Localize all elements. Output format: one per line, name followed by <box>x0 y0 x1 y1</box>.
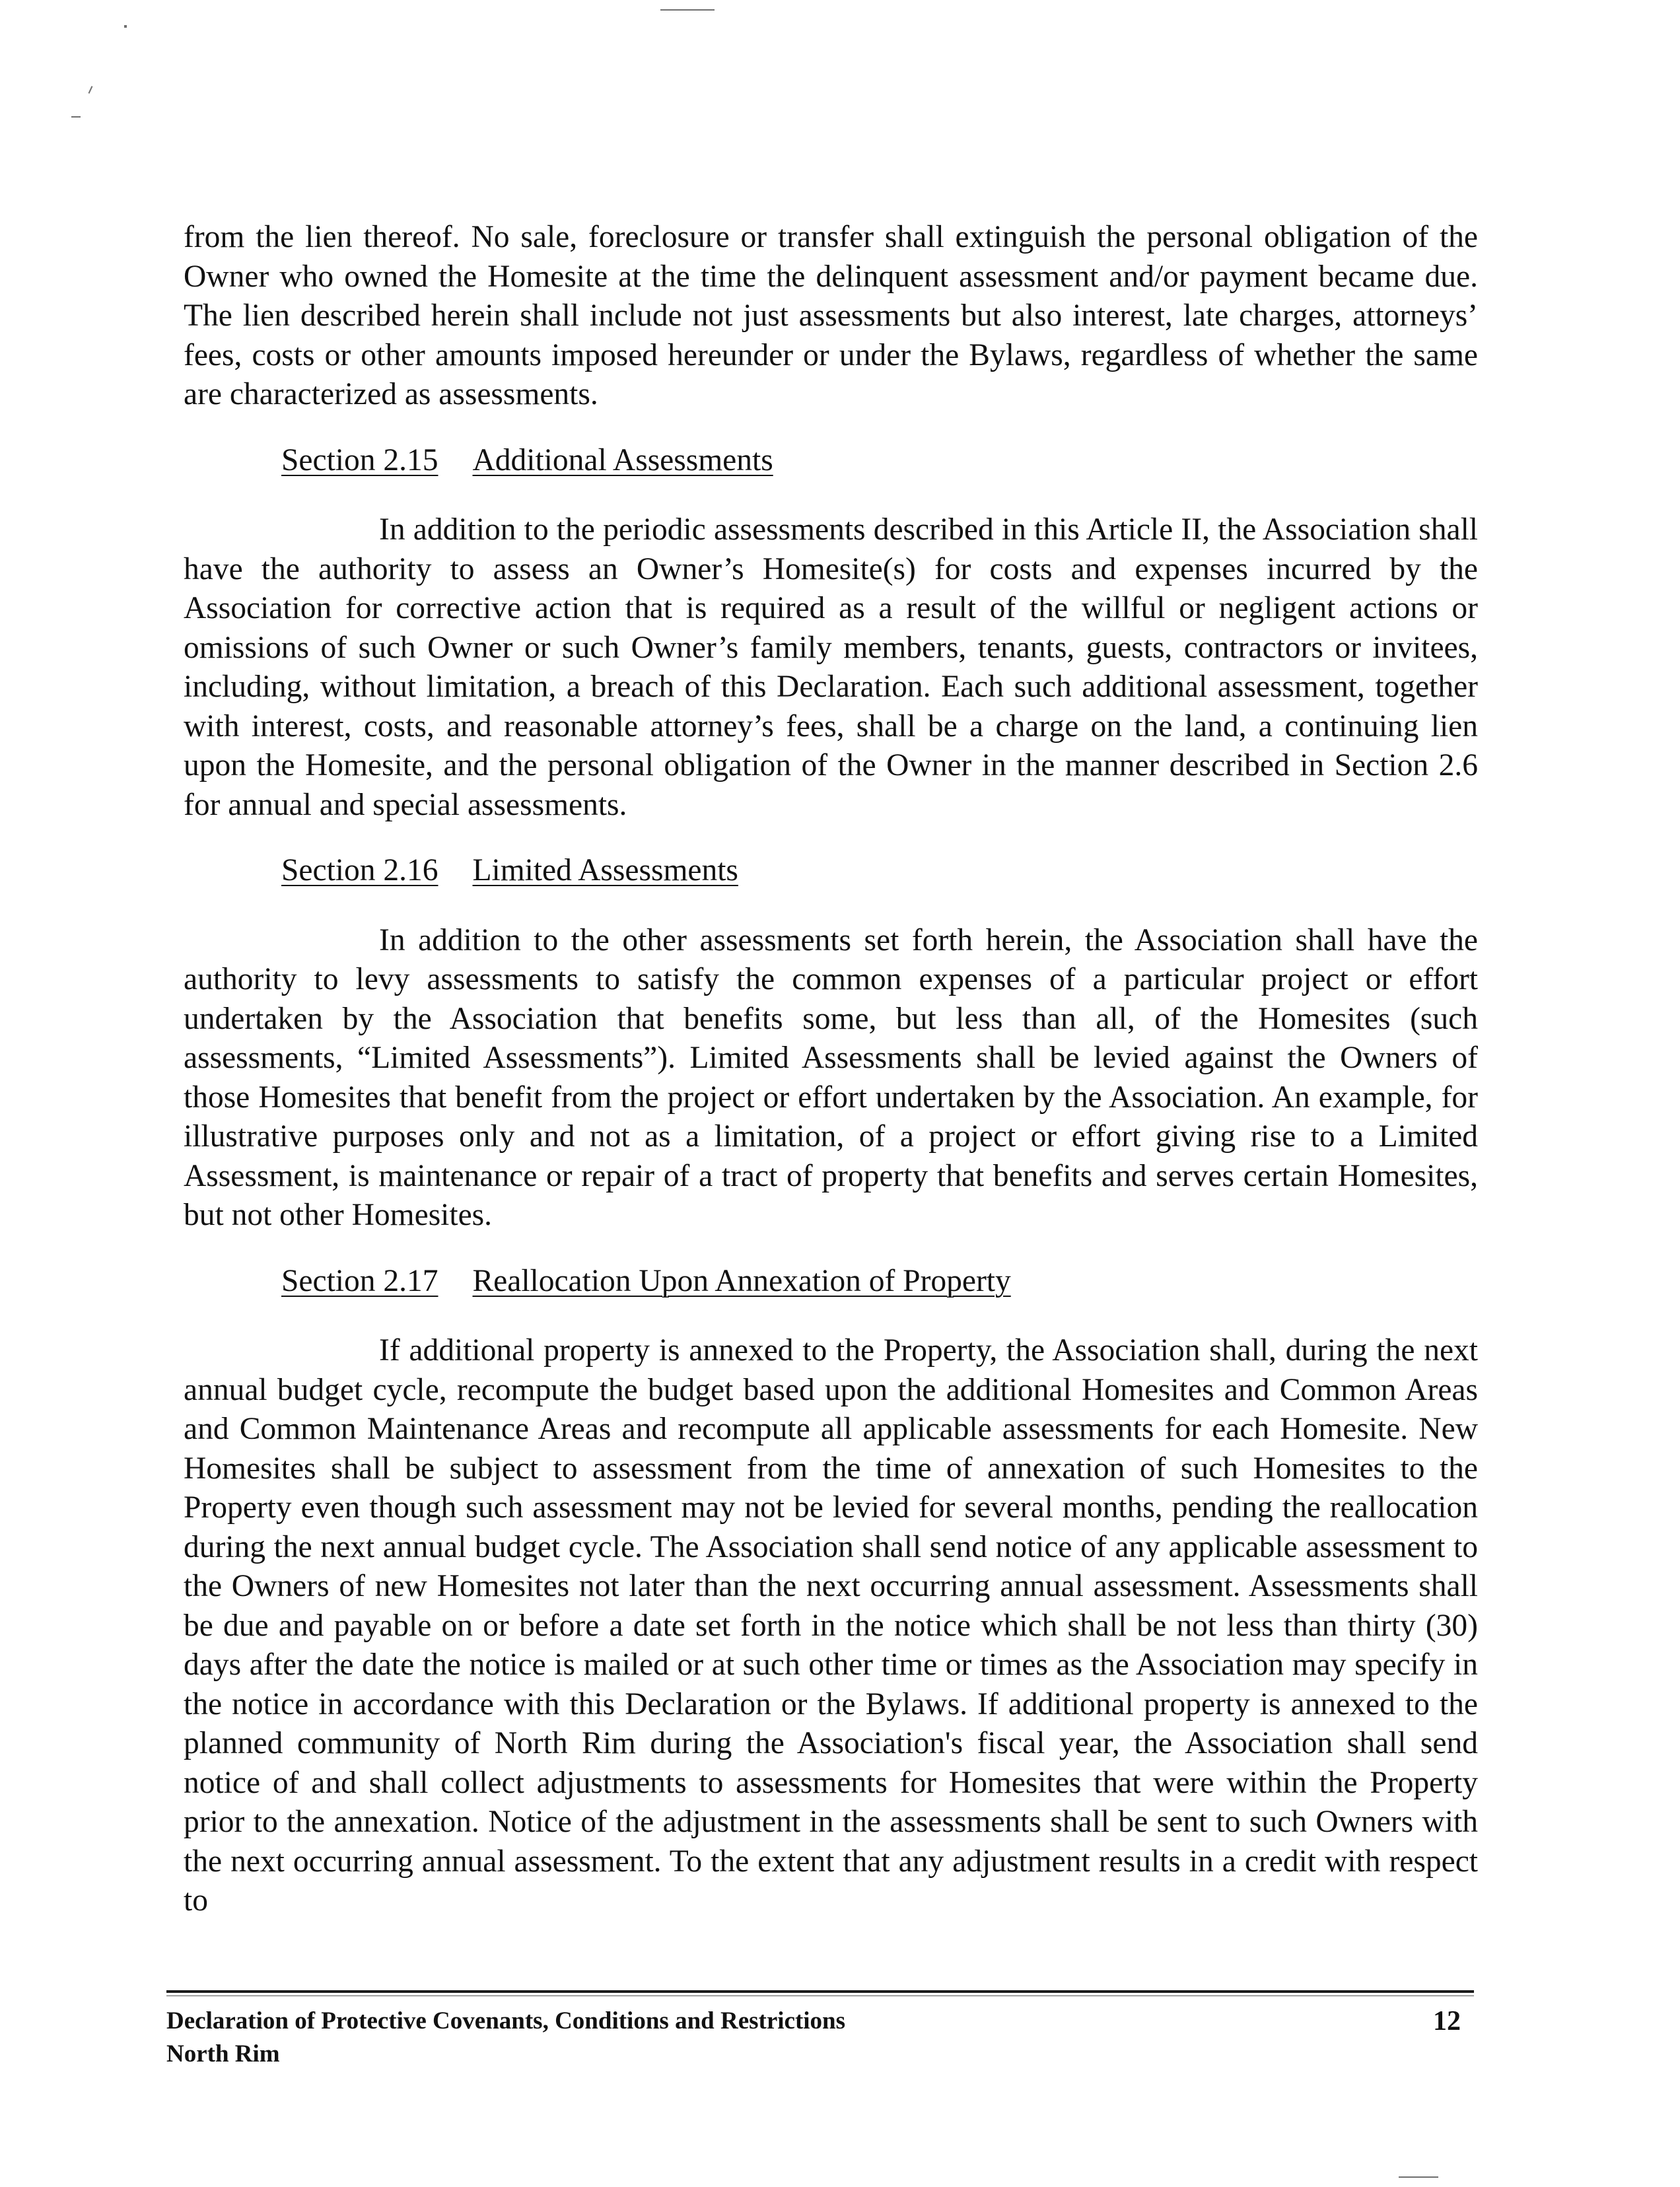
section-2-16-heading <box>281 851 1478 891</box>
section-title: Limited Assessments <box>472 853 738 887</box>
section-number: Section 2.15 <box>281 442 438 477</box>
footer-community-name: North Rim <box>166 2040 280 2067</box>
section-title: Additional Assessments <box>472 442 773 477</box>
scan-artifact-top <box>660 9 715 11</box>
scan-artifact-left <box>88 86 93 94</box>
opening-paragraph: from the lien thereof. No sale, foreclosure or transfer shall extinguish the personal obligation of the Owner who owned the Homesite at the time the delinquent assessment and/or payment became due. The lien described herein shall include not just assessments but also interest, late charges, attorneys’ fees, costs or other amounts imposed hereunder or under the Bylaws, regardless of whether the same are characterized as assessments. <box>184 220 1478 411</box>
section-number: Section 2.16 <box>281 853 438 887</box>
section-2-15-body: In addition to the periodic assessments described in this Article II, the Association shall have the authority to assess an Owner’s Homesite(s) for costs and expenses incurred by the Association for corrective action that is required as a result of the willful or negligent actions or omissions of such Owner or such Owner’s family members, tenants, guests, contractors or invitees, including, without limitation, a breach of this Declaration. Each such additional assessment, together with interest, costs, and reasonable attorney’s fees, shall be a charge on the land, a continuing lien upon the Homesite, and the personal obligation of the Owner in the manner described in Section 2.6 for annual and special assessments. <box>184 512 1478 822</box>
section-2-17-body: If additional property is annexed to the Property, the Association shall, during the next annual budget cycle, recompute the budget based upon the additional Homesites and Common Areas and Common Maintenance Areas and recompute all applicable assessments for each Homesite. New Homesites shall be subject to assessment from the time of annexation of such Homesites to the Property even though such assessment may not be levied for several months, pending the reallocation during the next annual budget cycle. The Association shall send notice of any applicable assessment to the Owners of new Homesites not later than the next occurring annual assessment. Assessments shall be due and payable on or before a date set forth in the notice which shall be not less than thirty (30) days after the date the notice is mailed or at such other time or times as the Association may specify in the notice in accordance with this Declaration or the Bylaws. If additional property is annexed to the planned community of North Rim during the Association's fiscal year, the Association shall send notice of and shall collect adjustments to assessments for Homesites that were within the Property prior to the annexation. Notice of the adjustment in the assessments shall be sent to such Owners with the next occurring annual assessment. To the extent that any adjustment results in a credit with respect to <box>184 1333 1478 1918</box>
section-2-15-heading <box>281 441 1478 481</box>
section-2-16-body: In addition to the other assessments set forth herein, the Association shall have the authority to levy assessments to satisfy the common expenses of a particular project or effort undertaken by the Association that benefits some, but less than all, of the Homesites (such assessments, “Limited Assessments”). Limited Assessments shall be levied against the Owners of those Homesites that benefit from the project or effort undertaken by the Association. An example, for illustrative purposes only and not as a limitation, of a project or effort giving rise to a Limited Assessment, is maintenance or repair of a tract of property that benefits and serves certain Homesites, but not other Homesites. <box>184 922 1478 1232</box>
section-title: Reallocation Upon Annexation of Property <box>472 1263 1011 1298</box>
document-body <box>184 218 1478 1921</box>
section-number: Section 2.17 <box>281 1263 438 1298</box>
scan-artifact-left-dash <box>71 116 81 118</box>
footer-document-title: Declaration of Protective Covenants, Conditions and Restrictions <box>166 2007 846 2034</box>
footer-divider <box>166 1990 1474 1993</box>
page-number: 12 <box>1433 2006 1461 2036</box>
page-footer <box>166 2005 1474 2071</box>
scan-artifact-top-dot <box>124 25 127 28</box>
section-2-17-heading <box>281 1262 1478 1302</box>
scan-artifact-bottom <box>1399 2176 1438 2178</box>
